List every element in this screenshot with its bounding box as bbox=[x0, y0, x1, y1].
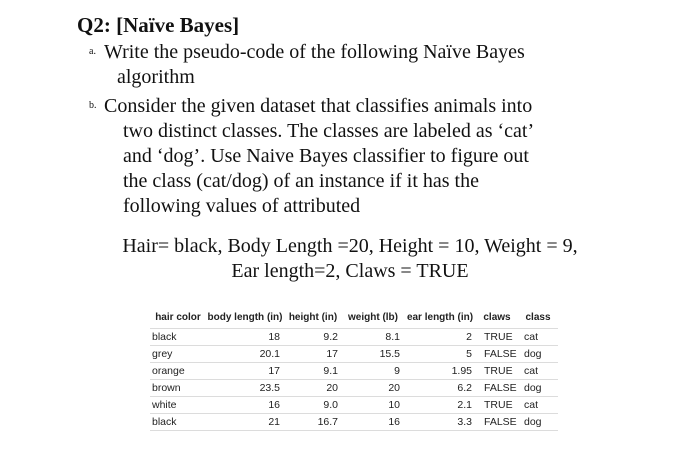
cell-class: dog bbox=[518, 414, 558, 431]
cell-height: 16.7 bbox=[284, 414, 342, 431]
cell-ear-length: 5 bbox=[404, 346, 476, 363]
cell-weight: 10 bbox=[342, 397, 404, 414]
cell-claws: TRUE bbox=[476, 397, 518, 414]
cell-claws: FALSE bbox=[476, 346, 518, 363]
cell-body-length: 17 bbox=[206, 363, 284, 380]
cell-body-length: 20.1 bbox=[206, 346, 284, 363]
table-row bbox=[150, 363, 558, 380]
cell-ear-length: 1.95 bbox=[404, 363, 476, 380]
cell-class: dog bbox=[518, 380, 558, 397]
cell-weight: 9 bbox=[342, 363, 404, 380]
cell-ear-length: 2 bbox=[404, 329, 476, 346]
cell-height: 20 bbox=[284, 380, 342, 397]
cell-class: dog bbox=[518, 346, 558, 363]
part-b bbox=[89, 94, 664, 219]
table-row bbox=[150, 380, 558, 397]
header-ear-length: ear length (in) bbox=[406, 311, 474, 323]
cell-claws: FALSE bbox=[476, 414, 518, 431]
part-b-line-2: two distinct classes. The classes are labeled as ‘cat’ bbox=[123, 120, 535, 142]
cell-body-length: 16 bbox=[206, 397, 284, 414]
cell-ear-length: 2.1 bbox=[404, 397, 476, 414]
table-row bbox=[150, 346, 558, 363]
cell-class: cat bbox=[518, 329, 558, 346]
part-b-marker: b. bbox=[89, 100, 97, 111]
cell-body-length: 21 bbox=[206, 414, 284, 431]
cell-height: 17 bbox=[284, 346, 342, 363]
cell-ear-length: 3.3 bbox=[404, 414, 476, 431]
cell-hair-color: orange bbox=[150, 363, 206, 380]
cell-weight: 20 bbox=[342, 380, 404, 397]
cell-hair-color: black bbox=[150, 414, 206, 431]
header-class: class bbox=[525, 311, 551, 323]
part-b-line-4: the class (cat/dog) of an instance if it has the bbox=[123, 170, 479, 192]
part-b-line-3: and ‘dog’. Use Naive Bayes classifier to figure out bbox=[123, 145, 529, 167]
header-weight: weight (lb) bbox=[348, 311, 398, 323]
part-a-line-2: algorithm bbox=[117, 66, 195, 88]
cell-claws: TRUE bbox=[476, 363, 518, 380]
part-b-line-1: Consider the given dataset that classifies animals into bbox=[104, 95, 533, 117]
cell-hair-color: black bbox=[150, 329, 206, 346]
part-a bbox=[89, 40, 664, 90]
header-claws: claws bbox=[483, 311, 511, 323]
header-hair-color: hair color bbox=[155, 311, 201, 323]
cell-class: cat bbox=[518, 363, 558, 380]
cell-weight: 16 bbox=[342, 414, 404, 431]
cell-claws: FALSE bbox=[476, 380, 518, 397]
part-b-line-5: following values of attributed bbox=[123, 195, 361, 217]
table-row bbox=[150, 397, 558, 414]
dataset-table bbox=[150, 310, 558, 431]
cell-height: 9.2 bbox=[284, 329, 342, 346]
cell-height: 9.0 bbox=[284, 397, 342, 414]
question-heading: Q2: [Naïve Bayes] bbox=[77, 13, 240, 37]
part-a-marker: a. bbox=[89, 46, 96, 57]
part-a-line-1: Write the pseudo-code of the following Naïve Bayes bbox=[104, 41, 525, 63]
cell-class: cat bbox=[518, 397, 558, 414]
query-line-1: Hair= black, Body Length =20, Height = 10, Weight = 9, bbox=[122, 235, 578, 257]
header-height: height (in) bbox=[288, 311, 338, 323]
header-body-length: body length (in) bbox=[207, 311, 283, 323]
table-row bbox=[150, 414, 558, 431]
cell-claws: TRUE bbox=[476, 329, 518, 346]
cell-ear-length: 6.2 bbox=[404, 380, 476, 397]
cell-hair-color: grey bbox=[150, 346, 206, 363]
cell-height: 9.1 bbox=[284, 363, 342, 380]
cell-hair-color: brown bbox=[150, 380, 206, 397]
cell-weight: 15.5 bbox=[342, 346, 404, 363]
query-line-2: Ear length=2, Claws = TRUE bbox=[231, 260, 469, 282]
cell-weight: 8.1 bbox=[342, 329, 404, 346]
cell-hair-color: white bbox=[150, 397, 206, 414]
table-row bbox=[150, 329, 558, 346]
cell-body-length: 18 bbox=[206, 329, 284, 346]
table-header-row bbox=[150, 310, 558, 329]
cell-body-length: 23.5 bbox=[206, 380, 284, 397]
